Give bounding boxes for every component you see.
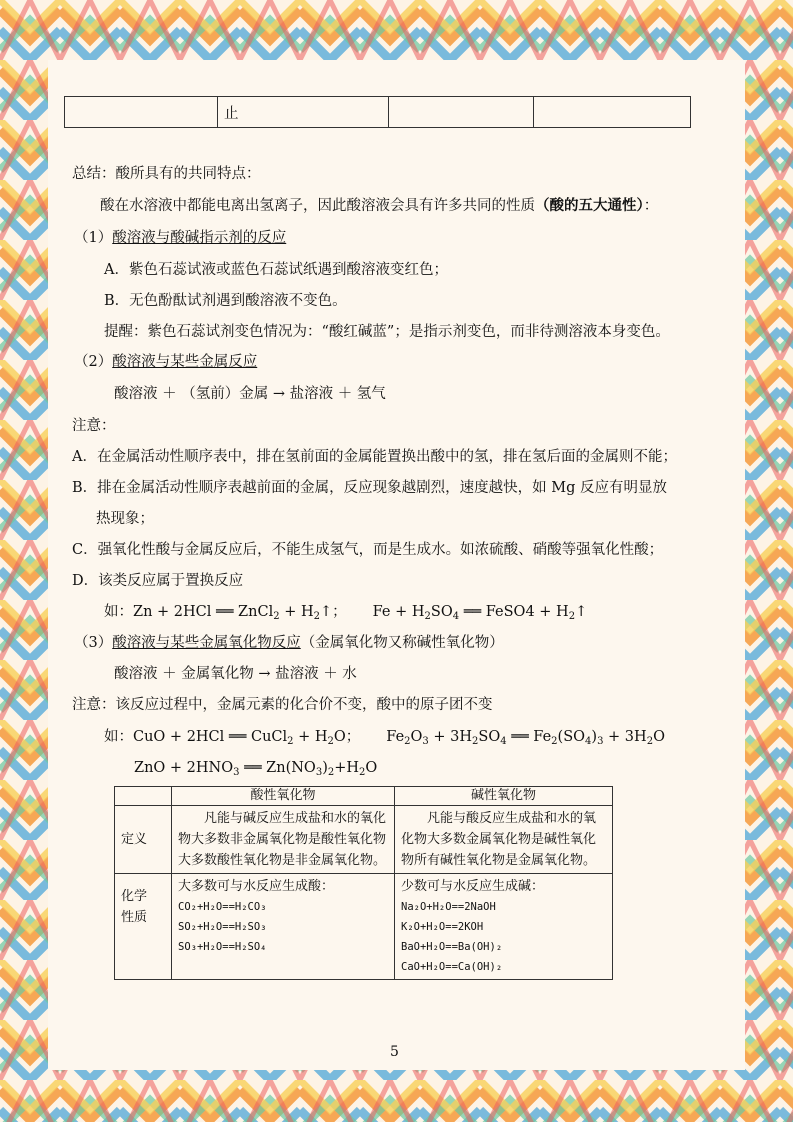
- table-header-acid-oxide: 酸性氧化物: [172, 787, 395, 806]
- section-3-note: 注意：该反应过程中，金属元素的化合价不变，酸中的原子团不变: [72, 697, 493, 713]
- section-3-heading: [74, 633, 504, 653]
- top-table-cell: [389, 97, 534, 128]
- example-prefix: 如：: [104, 729, 133, 745]
- base-oxide-equation: BaO+H₂O==Ba(OH)₂: [401, 941, 503, 953]
- table-corner-cell: [115, 787, 172, 806]
- section-3-equation: 酸溶液 ＋ 金属氧化物 → 盐溶液 ＋ 水: [114, 666, 357, 682]
- top-table-fragment: [64, 96, 691, 128]
- base-oxide-equation: Na₂O+H₂O==2NaOH: [401, 901, 496, 913]
- example-prefix: 如：: [104, 604, 133, 620]
- page-number: 5: [390, 1044, 399, 1060]
- example-equation-2: $Fe + H_2SO_4$ ══ FeSO4 + $H_2↑$: [372, 604, 588, 622]
- base-oxide-definition: 凡能与酸反应生成盐和水的氧化物大多数金属氧化物是碱性氧化物所有碱性氧化物是金属氧化物。: [395, 806, 613, 874]
- acid-oxide-properties-head: 大多数可与水反应生成酸：: [178, 879, 335, 894]
- table-header-base-oxide: 碱性氧化物: [395, 787, 613, 806]
- section-title: 酸溶液与某些金属氧化物反应: [112, 635, 301, 651]
- oxide-comparison-table: [114, 786, 613, 980]
- example-equation-1: CuO + 2HCl ══ CuCl$_2$ + $H_2O$；: [133, 729, 361, 747]
- base-oxide-equation: CaO+H₂O==Ca(OH)₂: [401, 961, 503, 973]
- base-oxide-equation: K₂O+H₂O==2KOH: [401, 921, 484, 933]
- section-2-note-c: C．强氧化性酸与金属反应后，不能生成氢气，而是生成水。如浓硫酸、硝酸等强氧化性酸；: [72, 542, 664, 558]
- row-label-chemical-properties: [115, 874, 172, 980]
- example-equation-1: Zn + 2HCl ══ ZnCl$_2$ + $H_2↑$；: [133, 604, 347, 622]
- section-number: （3）: [74, 635, 113, 651]
- example-equation-3: ZnO + $2HNO_3$ ══ $Zn(NO_3)_2+H_2O$: [134, 760, 378, 778]
- top-table-cell: [65, 97, 218, 128]
- acid-oxide-equation: SO₂+H₂O==H₂SO₃: [178, 921, 267, 933]
- summary-intro: [100, 196, 658, 216]
- row-label-line: 化学: [121, 889, 148, 904]
- section-2-note-b-cont: 热现象；: [96, 511, 154, 527]
- section-2-equation: 酸溶液 ＋ （氢前）金属 → 盐溶液 ＋ 氢气: [114, 386, 386, 402]
- section-2-note-b: B．排在金属活动性顺序表越前面的金属，反应现象越剧烈，速度越快，如 Mg 反应有明显放: [72, 480, 667, 496]
- summary-intro-text: 酸在水溶液中都能电离出氢离子，因此酸溶液会具有许多共同的性质: [100, 198, 535, 214]
- section-2-note-a: A．在金属活动性顺序表中，排在氢前面的金属能置换出酸中的氢，排在氢后面的金属则不能；: [72, 449, 677, 465]
- section-3-examples-1: [104, 727, 665, 752]
- section-1-item-a: A．紫色石蕊试液或蓝色石蕊试纸遇到酸溶液变红色；: [104, 262, 448, 278]
- row-label-line: 性质: [121, 910, 148, 925]
- section-title-tail: （金属氧化物又称碱性氧化物）: [300, 635, 504, 651]
- section-2-heading: [74, 352, 257, 372]
- section-1-heading: [74, 228, 286, 248]
- section-title: 酸溶液与某些金属反应: [112, 354, 258, 370]
- section-1-tip: 提醒：紫色石蕊试剂变色情况为：“酸红碱蓝”；是指示剂变色，而非待测溶液本身变色。: [104, 324, 670, 340]
- section-number: （1）: [74, 230, 113, 246]
- base-oxide-properties-head: 少数可与水反应生成碱：: [401, 879, 545, 894]
- top-table-cell: [534, 97, 691, 128]
- section-title: 酸溶液与酸碱指示剂的反应: [112, 230, 287, 246]
- section-2-examples: [104, 602, 587, 627]
- top-table-cell: 止: [218, 97, 389, 128]
- summary-title: 总结：酸所具有的共同特点：: [72, 166, 261, 182]
- summary-intro-bold: （酸的五大通性）: [535, 197, 644, 214]
- acid-oxide-definition: 凡能与碱反应生成盐和水的氧化物大多数非金属氧化物是酸性氧化物大多数酸性氧化物是非金属氧化物。: [172, 806, 395, 874]
- acid-oxide-properties: [172, 874, 395, 980]
- acid-oxide-equation: CO₂+H₂O==H₂CO₃: [178, 901, 267, 913]
- base-oxide-properties: [395, 874, 613, 980]
- section-number: （2）: [74, 354, 113, 370]
- example-equation-2: $Fe_2O_3 + 3H_2SO_4$ ══ $Fe_2(SO_4)_3 + 3H_2O$: [386, 729, 665, 747]
- acid-oxide-equation: SO₃+H₂O==H₂SO₄: [178, 941, 267, 953]
- section-2-note-d: D．该类反应属于置换反应: [72, 573, 244, 589]
- section-2-note-title: 注意：: [72, 418, 116, 434]
- section-1-item-b: B．无色酚酞试剂遇到酸溶液不变色。: [104, 293, 347, 309]
- summary-intro-end: ：: [643, 198, 659, 214]
- row-label-definition: 定义: [115, 806, 172, 874]
- section-3-examples-2: [134, 758, 377, 783]
